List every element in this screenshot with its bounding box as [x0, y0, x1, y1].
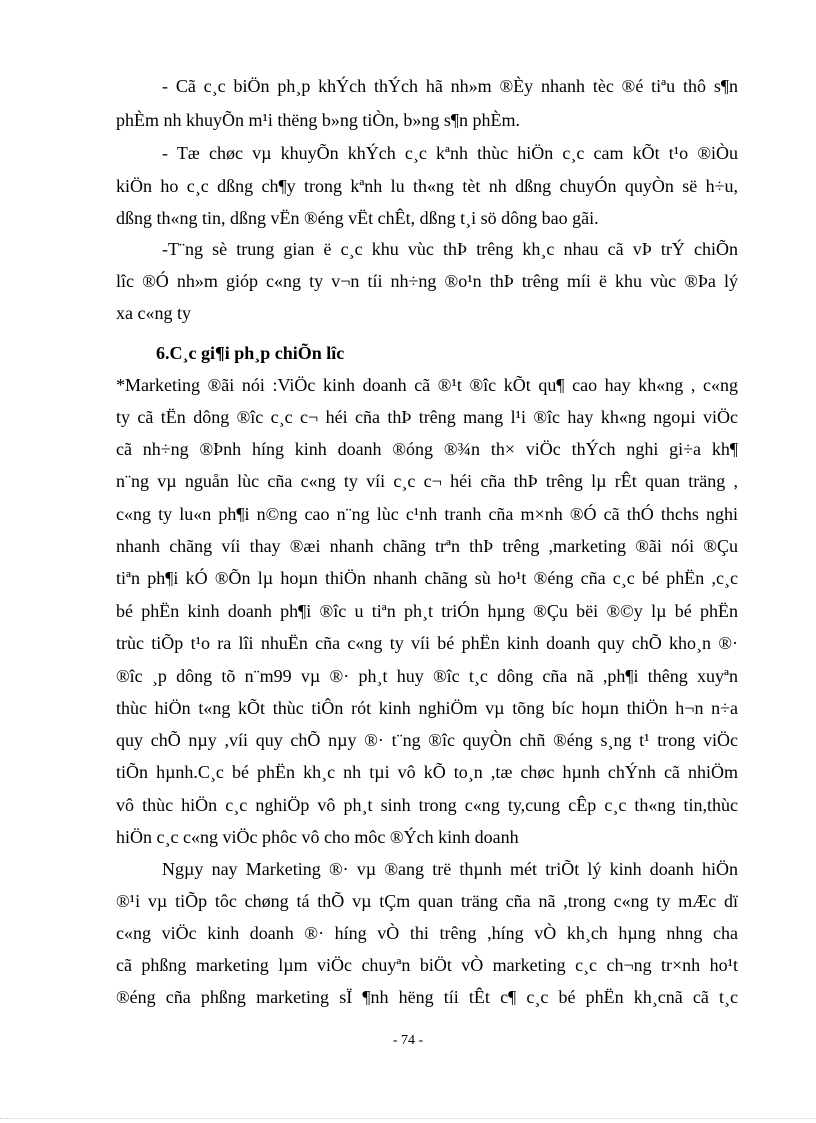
- paragraph-line: c«ng ty lu«n ph¶i n©ng cao n¨ng lùc c¹nh tranh cña m×nh ®Ó cã thÓ thchs nghi: [116, 504, 738, 524]
- paragraph-line: ®îc ¸p dông tõ n¨m99 vµ ®· ph¸t huy ®îc t¸c dông cña nã ,ph¶i thêng xuyªn: [116, 666, 738, 686]
- paragraph-line: bé phËn kinh doanh ph¶i ®îc u tiªn ph¸t triÓn hµng ®Çu bëi ®©y lµ bé phËn: [116, 601, 738, 621]
- paragraph-line: *Marketing ®ãi nói :ViÖc kinh doanh cã ®¹t ®îc kÕt qu¶ cao hay kh«ng , c«ng: [116, 375, 738, 395]
- paragraph-line: quy chÕ nµy ,víi quy chÕ nµy ®· t¨ng ®îc quyÒn chñ ®éng s¸ng t¹ trong viÖc: [116, 730, 738, 750]
- paragraph-line: lîc ®Ó nh»m gióp c«ng ty v¬n tíi nh÷ng ®o¹n thÞ trêng míi ë khu vùc ®Þa lý: [116, 271, 738, 291]
- paragraph-line: n¨ng vµ nguån lùc cña c«ng ty víi c¸c c¬ héi cña thÞ trêng lµ rÊt quan träng ,: [116, 471, 738, 491]
- paragraph-line: c«ng viÖc kinh doanh ®· híng vÒ thi trêng ,híng vÒ kh¸ch hµng nhng cha: [116, 923, 738, 943]
- paragraph-line: xa c«ng ty: [116, 303, 191, 323]
- paragraph-line: tiªn ph¶i kÓ ®Õn lµ hoµn thiÖn nhanh chãng sù ho¹t ®éng cña c¸c bé phËn ,c¸c: [116, 568, 738, 588]
- paragraph-line: kiÖn ho c¸c dßng ch¶y trong kªnh lu th«ng tèt nh dßng chuyÓn quyÒn së h÷u,: [116, 176, 738, 196]
- paragraph-line: cã nh÷ng ®Þnh híng kinh doanh ®óng ®¾n th× viÖc thÝch nghi gi÷a kh¶: [116, 439, 738, 459]
- paragraph-line: cã phßng marketing lµm viÖc chuyªn biÖt vÒ marketing c¸c ch¬ng tr×nh ho¹t: [116, 955, 738, 975]
- paragraph-line: hiÖn c¸c c«ng viÖc phôc vô cho môc ®Ých kinh doanh: [116, 827, 519, 847]
- paragraph-line: - Tæ chøc vµ khuyÕn khÝch c¸c kªnh thùc hiÖn c¸c cam kÕt t¹o ®iÒu: [162, 143, 738, 163]
- paragraph-line: vô thùc hiÖn c¸c nghiÖp vô ph¸t sinh trong c«ng ty,cung cÊp c¸c th«ng tin,thùc: [116, 795, 738, 815]
- paragraph-line: ®¹i vµ tiÕp tôc chøng tá thÕ vµ tÇm quan träng cña nã ,trong c«ng ty mÆc dï: [116, 891, 738, 911]
- page-number: - 74 -: [392, 1033, 424, 1048]
- paragraph-line: dßng th«ng tin, dßng vËn ®éng vËt chÊt, dßng t¸i sö dông bao gãi.: [116, 208, 599, 228]
- paragraph-line: tiÕn hµnh.C¸c bé phËn kh¸c nh tµi vô kÕ to¸n ,tæ chøc hµnh chÝnh cã nhiÖm: [116, 762, 738, 782]
- paragraph-line: phÈm nh khuyÕn m¹i thëng b»ng tiÒn, b»ng s¶n phÈm.: [116, 110, 521, 130]
- paragraph-line: Ngµy nay Marketing ®· vµ ®ang trë thµnh mét triÕt lý kinh doanh hiÖn: [162, 859, 738, 879]
- section-heading: 6.C¸c gi¶i ph¸p chiÕn lîc: [156, 343, 345, 363]
- paragraph-line: nhanh chãng víi thay ®æi nhanh chãng trªn thÞ trêng ,marketing ®ãi nói ®Çu: [116, 536, 738, 556]
- page-bottom-divider: [0, 1118, 816, 1119]
- paragraph-line: thùc hiÖn t«ng kÕt thùc tiÔn rót kinh nghiÖm vµ tõng bíc hoµn thiÖn h¬n n÷a: [116, 698, 738, 718]
- paragraph-line: - Cã c¸c biÖn ph¸p khÝch thÝch hã nh»m ®Èy nhanh tèc ®é tiªu thô s¶n: [162, 76, 738, 96]
- paragraph-line: trùc tiÕp t¹o ra lîi nhuËn cña c«ng ty víi bé phËn kinh doanh quy chÕ kho¸n ®·: [116, 633, 738, 653]
- paragraph-line: ty cã tËn dông ®îc c¸c c¬ héi cña thÞ trêng mang l¹i ®îc hay kh«ng ngoµi viÖc: [116, 407, 738, 427]
- paragraph-line: ®éng cña phßng marketing sÏ ¶nh hëng tíi tÊt c¶ c¸c bé phËn kh¸cnã cã t¸c: [116, 987, 738, 1007]
- paragraph-line: -T¨ng sè trung gian ë c¸c khu vùc thÞ trêng kh¸c nhau cã vÞ trÝ chiÕn: [162, 239, 738, 259]
